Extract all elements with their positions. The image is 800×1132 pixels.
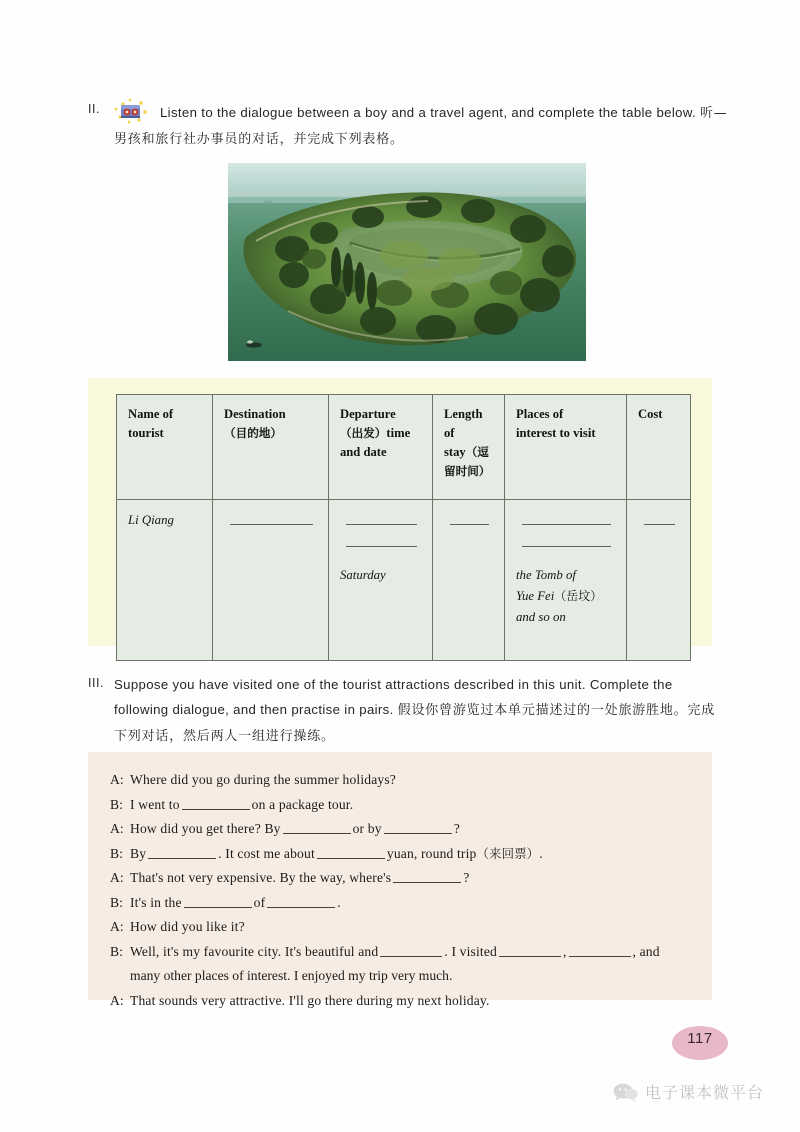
tourist-info-table: [116, 394, 691, 661]
exercise-two-heading: [88, 98, 728, 152]
column-header-name: Name of tourist: [117, 395, 213, 500]
island-photograph: [228, 163, 586, 361]
page-number-badge: [672, 1026, 728, 1060]
dialogue-line: [110, 891, 690, 916]
dialogue-text: Well, it's my favourite city. It's beautiful and . I visited , , and: [130, 943, 660, 959]
answer-blank[interactable]: [522, 524, 611, 525]
dialogue-line: [110, 989, 690, 1014]
answer-blank[interactable]: [522, 546, 611, 547]
exercise-three-heading: [88, 672, 728, 749]
table-row: [117, 500, 691, 661]
dialogue-continuation: many other places of interest. I enjoyed my trip very much.: [130, 968, 453, 983]
dialogue-text: It's in the of .: [130, 894, 341, 910]
answer-blank[interactable]: [346, 546, 417, 547]
answer-blank[interactable]: [317, 845, 385, 859]
dialogue-text: By . It cost me about yuan, round trip（来回票）.: [130, 845, 543, 861]
answer-blank[interactable]: [267, 894, 335, 908]
dialogue-line: [110, 817, 690, 842]
speaker-label-a: A:: [110, 992, 124, 1008]
watermark-text: 电子课本微平台: [645, 1083, 765, 1102]
cell-length-of-stay[interactable]: [433, 500, 505, 661]
watermark: [612, 1080, 764, 1103]
speaker-label-a: A:: [110, 919, 124, 934]
dialogue-line: [110, 866, 690, 891]
column-header-places-of-interest: Places of interest to visit: [505, 395, 627, 500]
dialogue-text: That sounds very attractive. I'll go there during my next holiday.: [130, 992, 490, 1008]
dialogue-line: [110, 842, 690, 867]
exercise-two-instruction-cn: 听—男孩和旅行社办事员的对话，并完成下列表格。: [114, 106, 728, 147]
place-value-line2: Yue Fei（岳坟）: [516, 589, 603, 603]
exercise-three-numeral: III.: [88, 676, 104, 690]
dialogue-text: How did you get there? By or by ?: [130, 821, 460, 836]
cell-places-of-interest[interactable]: [505, 500, 627, 661]
column-header-length-of-stay: Length of stay（逗留时间）: [433, 395, 505, 500]
exercise-two-instruction-en: Listen to the dialogue between a boy and a travel agent, and complete the table below.: [160, 105, 696, 120]
dialogue-line: [110, 768, 690, 793]
cell-destination[interactable]: [213, 500, 329, 661]
answer-blank[interactable]: [450, 524, 489, 525]
exercise-two-instruction: [114, 98, 728, 152]
answer-blank[interactable]: [283, 820, 351, 834]
answer-blank[interactable]: [569, 943, 631, 957]
answer-blank[interactable]: [644, 524, 675, 525]
listening-table-panel: [88, 378, 712, 646]
cell-tourist-name: Li Qiang: [117, 500, 213, 661]
speaker-label-b: B:: [110, 845, 123, 861]
speaker-label-a: A:: [110, 772, 124, 787]
answer-blank[interactable]: [346, 524, 417, 525]
speaker-label-b: B:: [110, 796, 123, 812]
column-header-cost: Cost: [627, 395, 691, 500]
place-value-line3: and so on: [516, 610, 566, 624]
cell-departure[interactable]: [329, 500, 433, 661]
exercise-three-instruction: [114, 672, 728, 749]
cell-cost[interactable]: [627, 500, 691, 661]
answer-blank[interactable]: [148, 845, 216, 859]
dialogue-text: How did you like it?: [130, 919, 245, 934]
place-value-line1: the Tomb of: [516, 568, 576, 582]
speaker-label-a: A:: [110, 870, 124, 885]
exercise-three-instruction-cn: 假设你曾游览过本单元描述过的一处旅游胜地。完成下列对话，然后两人一组进行操练。: [114, 703, 716, 744]
table-header-row: [117, 395, 691, 500]
exercise-three-instruction-en: Suppose you have visited one of the tourist attractions described in this unit. Complete the following dialogue, and then practise in pairs.: [114, 677, 673, 717]
answer-blank[interactable]: [499, 943, 561, 957]
page-number-text: 117: [687, 1029, 713, 1047]
column-header-destination: Destination （目的地）: [213, 395, 329, 500]
answer-blank[interactable]: [384, 820, 452, 834]
speaker-label-b: B:: [110, 943, 123, 959]
dialogue-line: [110, 940, 690, 965]
listening-headphones-icon: [114, 98, 148, 124]
dialogue-line: [110, 915, 690, 940]
answer-blank[interactable]: [393, 869, 461, 883]
exercise-two-numeral: II.: [88, 102, 100, 116]
departure-day-value: Saturday: [340, 568, 386, 582]
column-header-departure: Departure （出发）time and date: [329, 395, 433, 500]
dialogue-text: I went to on a package tour.: [130, 796, 354, 812]
dialogue-line: [110, 793, 690, 818]
wechat-bubble-icon: [612, 1081, 638, 1103]
dialogue-practice-box: [88, 752, 712, 1008]
answer-blank[interactable]: [230, 524, 313, 525]
speaker-label-a: A:: [110, 821, 124, 836]
dialogue-text: That's not very expensive. By the way, where's ?: [130, 870, 470, 885]
speaker-label-b: B:: [110, 894, 123, 910]
answer-blank[interactable]: [380, 943, 442, 957]
answer-blank[interactable]: [184, 894, 252, 908]
dialogue-text: Where did you go during the summer holidays?: [130, 772, 396, 787]
answer-blank[interactable]: [182, 796, 250, 810]
